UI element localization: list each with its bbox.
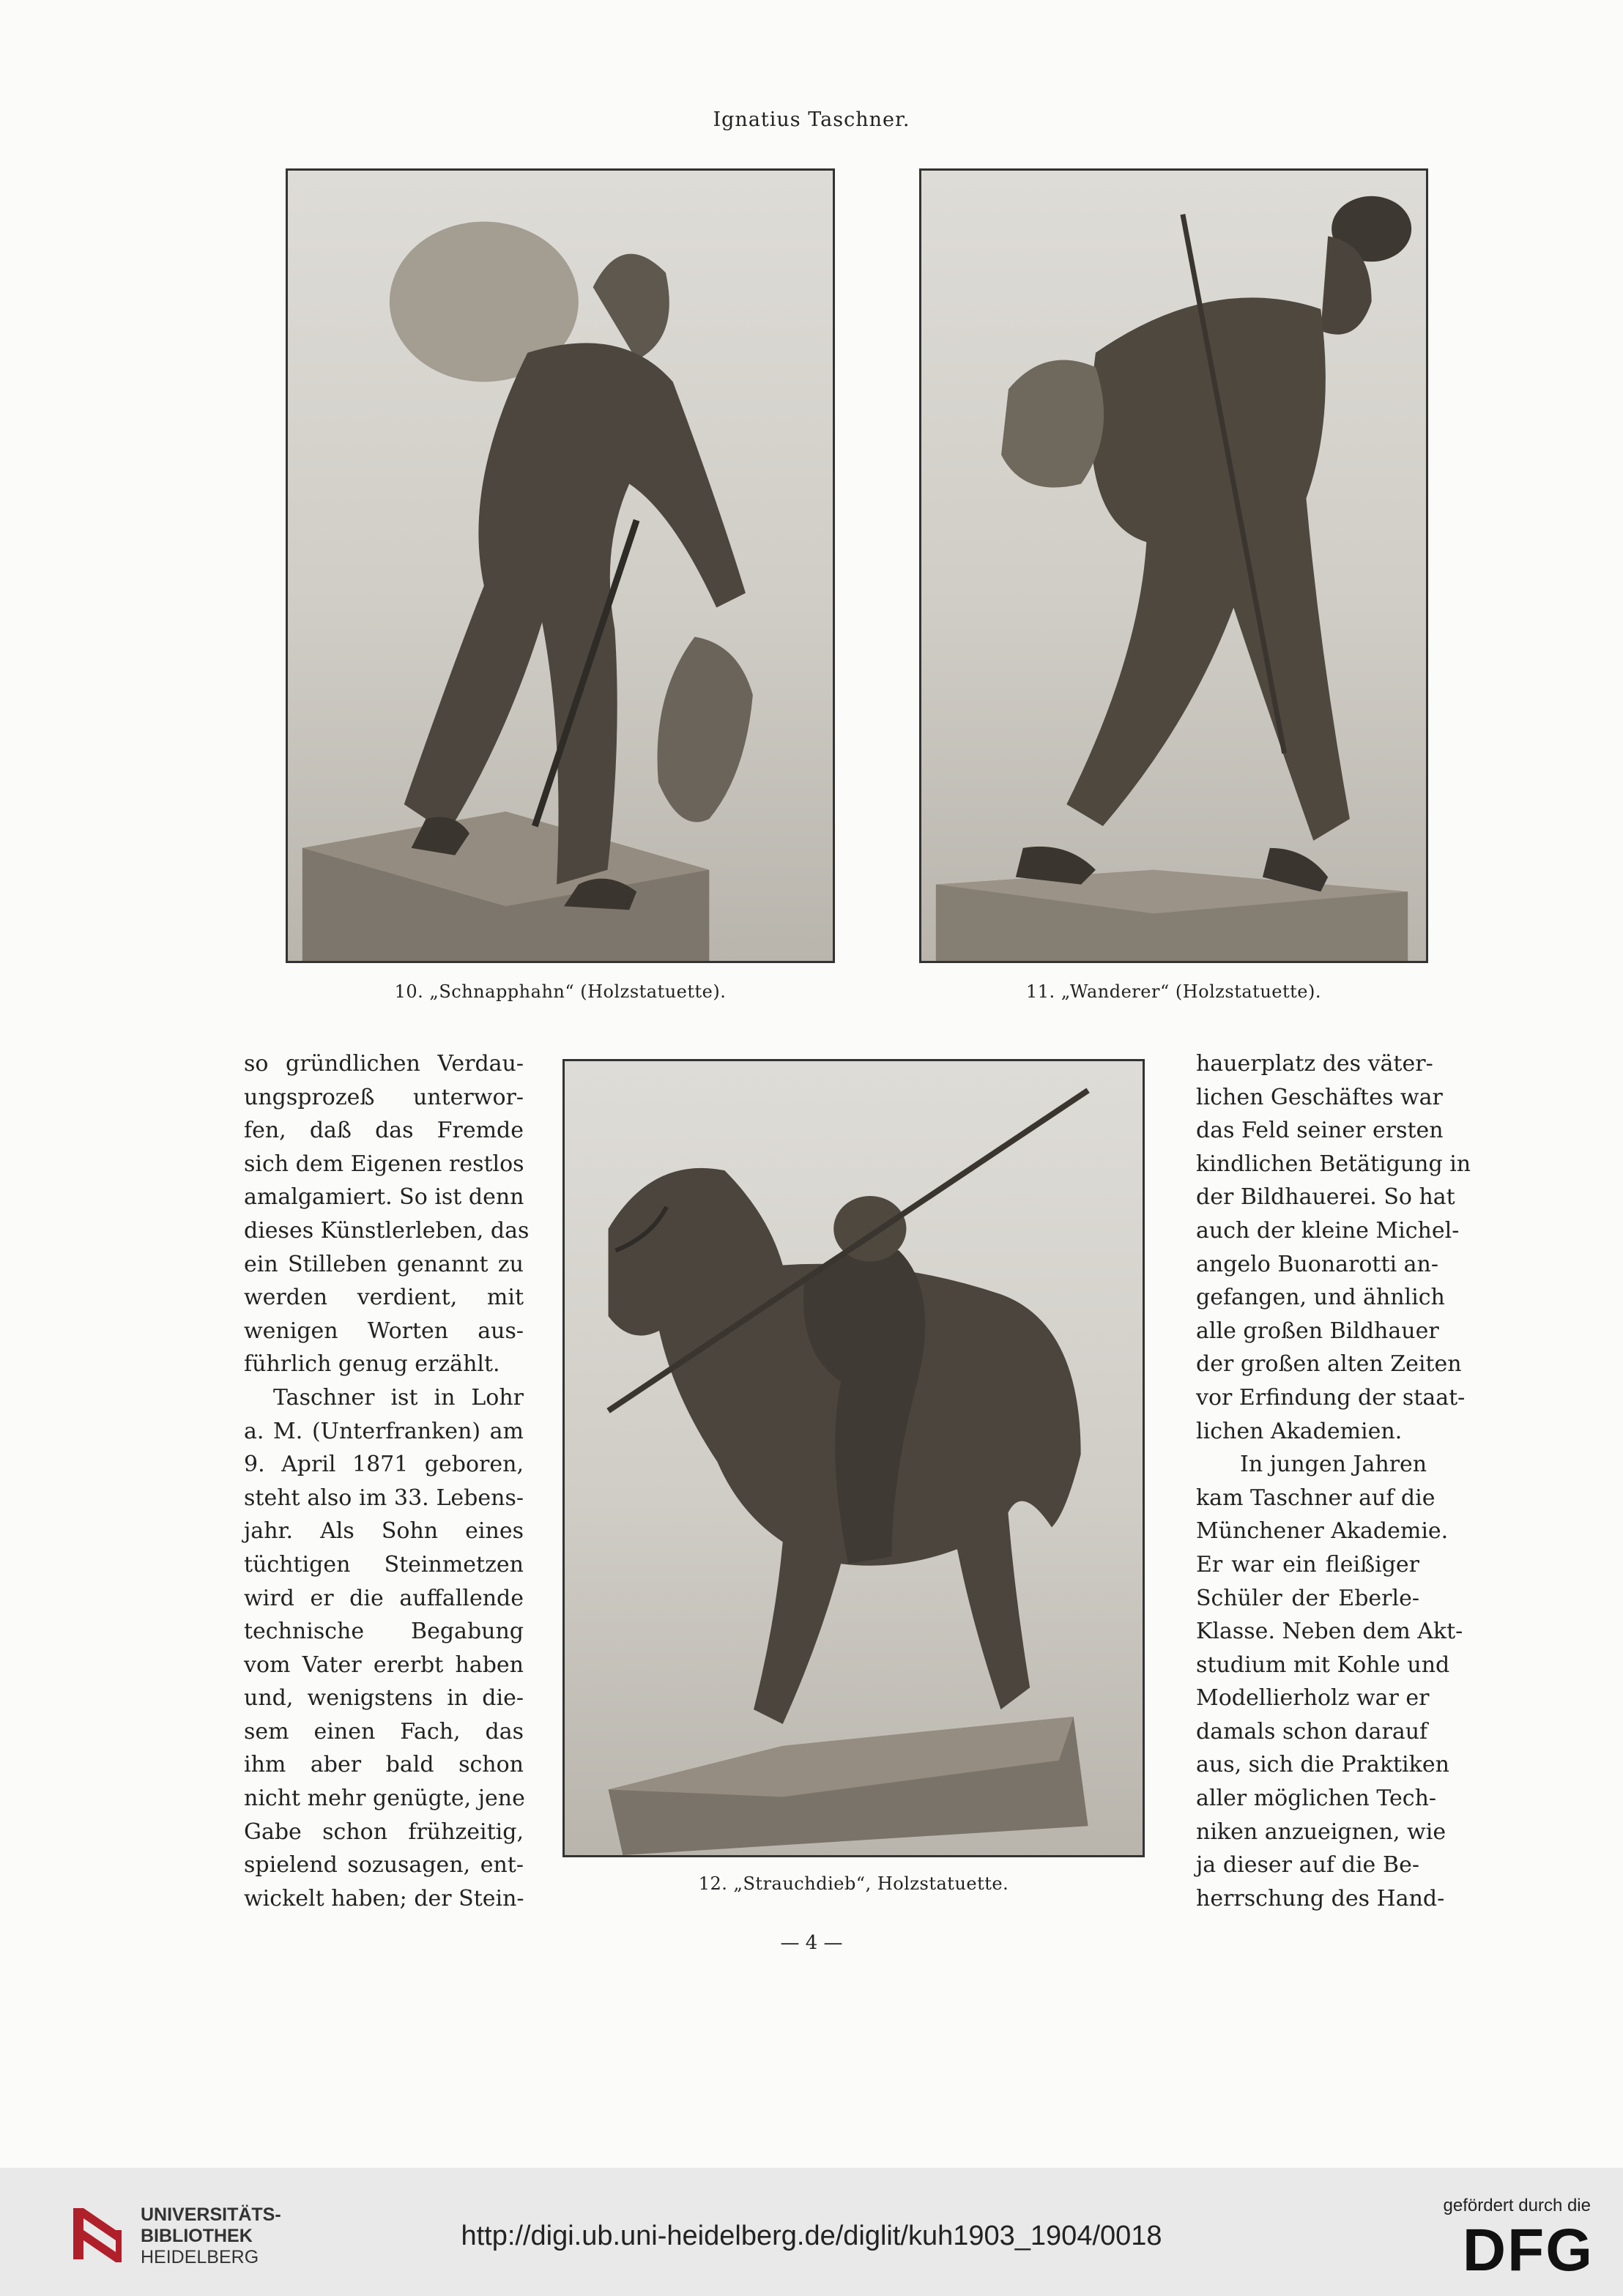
institution-line: BIBLIOTHEK [141,2226,253,2246]
text-line: Er war ein fleißiger [1196,1551,1419,1578]
text-line: studium mit Kohle und [1196,1652,1450,1678]
figure-11-photo [919,168,1428,963]
text-line: auch der kleine Michel- [1196,1217,1460,1244]
text-line: herrschung des Hand- [1196,1885,1445,1912]
text-line: 9. April 1871 geboren, [244,1452,524,1478]
text-line: ja dieser auf die Be- [1196,1852,1419,1879]
text-line: wickelt haben; der Stein- [244,1885,524,1912]
text-line: so gründlichen Verdau- [244,1051,524,1077]
text-line: aller möglichen Tech- [1196,1786,1437,1812]
digitization-footer [0,2168,1623,2296]
text-line: In jungen Jahren [1240,1452,1427,1478]
text-line: wenigen Worten aus- [244,1318,524,1344]
figure-12-photo [562,1059,1145,1857]
figure-11-caption: 11. „Wanderer“ (Holzstatuette). [1026,981,1321,1002]
text-line: niken anzueignen, wie [1196,1818,1446,1845]
figure-12-caption: 12. „Strauchdieb“, Holzstatuette. [698,1873,1009,1894]
text-line: werden verdient, mit [244,1285,524,1311]
text-line: ihm aber bald schon [244,1752,524,1778]
text-line: und, wenigstens in die- [244,1685,524,1712]
text-line: damals schon darauf [1196,1718,1428,1745]
text-line: angelo Buonarotti an- [1196,1251,1438,1277]
left-text-column [244,1047,530,1915]
text-line: spielend sozusagen, ent- [244,1852,524,1879]
text-line: technische Begabung [244,1619,524,1645]
text-line: sich dem Eigenen restlos [244,1151,524,1177]
text-line: dieses Künstlerleben, das [244,1217,530,1244]
text-line: tüchtigen Steinmetzen [244,1551,524,1578]
text-line: Klasse. Neben dem Akt- [1196,1619,1463,1645]
text-line: vor Erfindung der staat- [1196,1384,1466,1411]
text-line: amalgamiert. So ist denn [244,1184,524,1211]
schnapphahn-statuette-image [288,171,833,961]
text-line: lichen Akademien. [1196,1418,1403,1444]
text-line: lichen Geschäftes war [1196,1084,1443,1110]
running-head: Ignatius Taschner. [713,108,910,131]
text-line: gefangen, und ähnlich [1196,1285,1445,1311]
text-line: führlich genug erzählt. [244,1351,500,1378]
institution-line: UNIVERSITÄTS- [141,2204,281,2225]
text-line: ein Stilleben genannt zu [244,1251,524,1277]
text-line: wird er die auffallende [244,1585,524,1611]
figure-10-caption: 10. „Schnapphahn“ (Holzstatuette). [394,981,727,1002]
wanderer-statuette-image [921,171,1426,961]
text-line: nicht mehr genügte, jene [244,1786,525,1812]
text-line: jahr. Als Sohn eines [244,1518,524,1545]
text-line: Modellierholz war er [1196,1685,1430,1712]
source-url-link[interactable]: http://digi.ub.uni-heidelberg.de/diglit/kuh1903_1904/0018 [461,2221,1162,2251]
institution-line: HEIDELBERG [141,2247,259,2267]
text-line: Taschner ist in Lohr [273,1384,524,1411]
strauchdieb-statuette-image [565,1061,1143,1855]
page-number: — 4 — [780,1932,843,1954]
dfg-logo: DFG [1462,2217,1594,2284]
text-line: das Feld seiner ersten [1196,1118,1444,1144]
text-line: vom Vater ererbt haben [244,1652,524,1678]
text-line: Gabe schon frühzeitig, [244,1818,524,1845]
text-line: Münchener Akademie. [1196,1518,1449,1545]
right-text-column [1196,1047,1471,1915]
text-line: ungsprozeß unterwor- [244,1084,524,1110]
text-line: steht also im 33. Lebens- [244,1485,524,1511]
text-line: aus, sich die Praktiken [1196,1752,1449,1778]
text-line: a. M. (Unterfranken) am [244,1418,524,1444]
text-line: der Bildhauerei. So hat [1196,1184,1455,1211]
text-line: kam Taschner auf die [1196,1485,1436,1511]
text-line: hauerplatz des väter- [1196,1051,1433,1077]
text-line: Schüler der Eberle- [1196,1585,1419,1611]
text-line: fen, daß das Fremde [244,1118,524,1144]
text-line: kindlichen Betätigung in [1196,1151,1471,1177]
funded-by-label: gefördert durch die [1443,2196,1591,2215]
figure-10-photo [286,168,835,963]
text-line: der großen alten Zeiten [1196,1351,1462,1378]
text-line: sem einen Fach, das [244,1718,524,1745]
text-line: alle großen Bildhauer [1196,1318,1439,1344]
